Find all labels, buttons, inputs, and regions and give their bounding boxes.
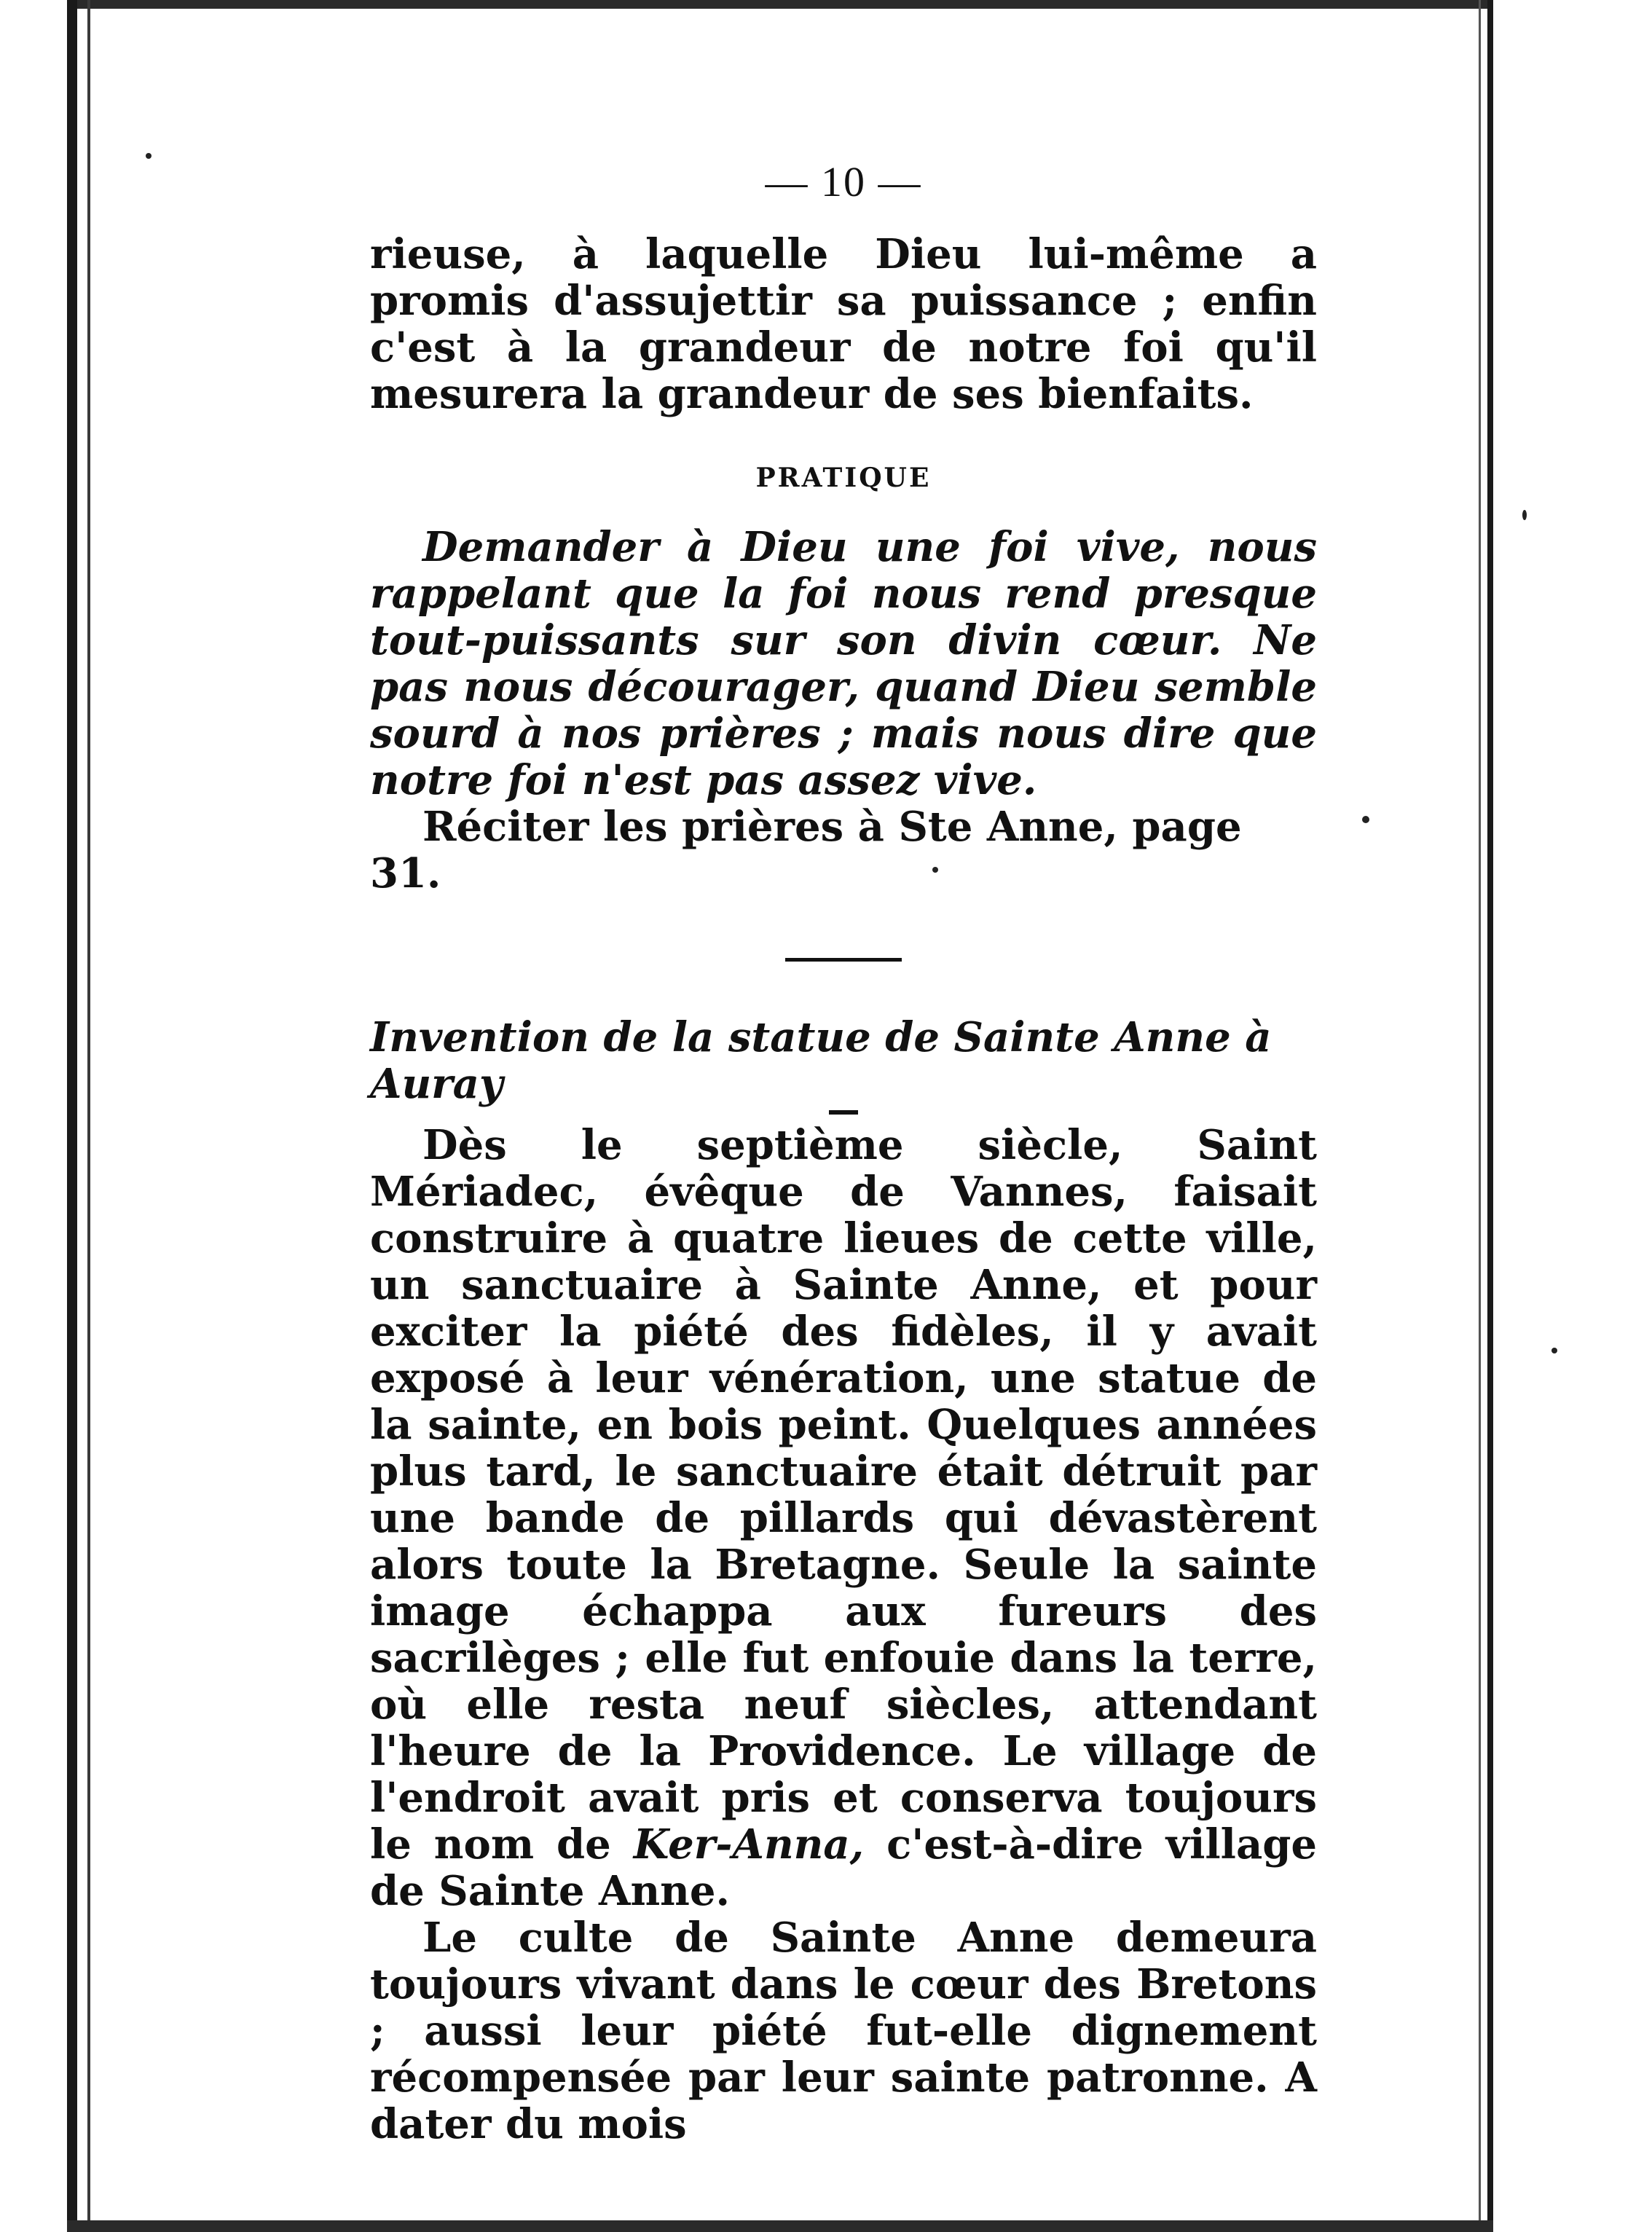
- pratique-heading: PRATIQUE: [755, 463, 932, 493]
- scan-border-right: [1487, 0, 1493, 2232]
- scan-speck: [1551, 1348, 1557, 1353]
- section-divider: [785, 958, 902, 962]
- continuation-paragraph: rieuse, à laquelle Dieu lui-même a promis d'assujettir sa puissance ; enfin c'est à la grandeur de notre foi qu'il mesurera la grandeur de ses bienfaits.: [370, 230, 1317, 418]
- book-page: [370, 146, 1317, 2147]
- scan-speck: [146, 153, 152, 159]
- ker-anna-name: Ker-Anna,: [633, 1820, 865, 1868]
- history-paragraph-2: Le culte de Sainte Anne demeura toujours vivant dans le cœur des Bretons ; aussi leur piété fut-elle dignement récompensée par leur sainte patronne. A dater du mois: [370, 1914, 1317, 2148]
- scan-speck: [1362, 816, 1369, 823]
- page-number: — 10 —: [765, 158, 922, 205]
- scan-border-right-inner: [1479, 0, 1481, 2232]
- prayer-reference: Réciter les prières à Ste Anne, page 31.: [370, 803, 1242, 897]
- chapter-title: Invention de la statue de Sainte Anne à Auray: [370, 1013, 1272, 1108]
- history-paragraph-1: [370, 1122, 1317, 1914]
- scan-border-left: [67, 0, 77, 2232]
- title-ornament: [829, 1110, 858, 1115]
- history-paragraph-1-text: Dès le septième siècle, Saint Mériadec, évêque de Vannes, faisait construire à quatre lieues de cette ville, un sanctuaire à Sainte Anne, et pour exciter la piété des fidèles, il y avait exposé à leur vénération, une statue de la sainte, en bois peint. Quelques années plus tard, le sanctuaire était détruit par une bande de pillards qui dévastèrent alors toute la Bretagne. Seule la sainte image échappa aux fureurs des sacrilèges ; elle fut enfouie dans la terre, où elle resta neuf siècles, attendant l'heure de la Providence. Le village de l'endroit avait pris et conserva toujours le nom de: [370, 1121, 1317, 1868]
- scan-border-bottom: [67, 2220, 1493, 2232]
- scan-speck: [1522, 510, 1527, 520]
- history-paragraph-1-end: c'est-à-dire village de Sainte Anne.: [370, 1820, 1318, 1915]
- scan-border-left-inner: [87, 0, 90, 2232]
- pratique-text: Demander à Dieu une foi vive, nous rappelant que la foi nous rend presque tout-puissants sur son divin cœur. Ne pas nous décourager, quand Dieu semble sourd à nos prières ; mais nous dire que notre foi n'est pas assez vive.: [370, 523, 1317, 804]
- scan-border-top: [67, 0, 1493, 9]
